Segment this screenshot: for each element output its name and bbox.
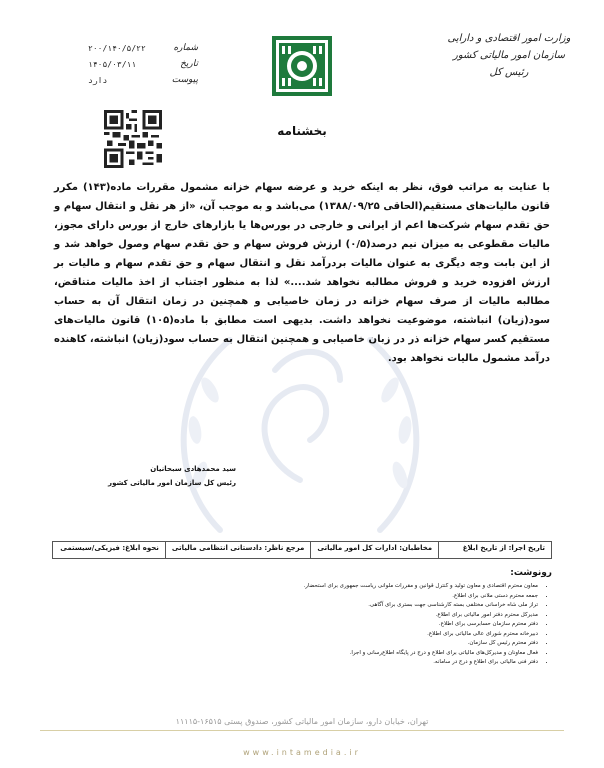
head-title-line: رئیس کل [489,67,529,78]
attachment-row [88,72,198,88]
signer-name: سید محمدهادی سبحانیان [150,465,236,473]
cc-list [60,582,552,668]
cc-item: • مدیرکل محترم دفتر امور مالیاتی برای اطلاع. [60,611,538,621]
cc-item: • دبیرخانه محترم شورای عالی مالیاتی برای اطلاع. [60,630,538,640]
qr-code-icon [104,110,162,168]
attachment-value: دارد [88,75,108,85]
organization-line: سازمان امور مالیاتی کشور [453,50,565,61]
letter-meta [88,40,198,88]
attachment-label: پیوست [171,75,198,85]
tax-organization-logo [270,30,334,102]
footer-divider [40,730,564,731]
circular-body: با عنایت به مراتب فوق، نظر به اینکه خرید و عرضه سهام خزانه مشمول مقررات ماده(۱۴۳) مکرر قانون مالیات‌های مستقیم(الحاقی ۱۳۸۸/۰۹/۲۵) می‌باشد و به موجب آن، «از هر نقل و انتقال سهام و حق تقدم سهام شرکت‌ها اعم از ایرانی و خارجی در بورس‌ها یا بازارهای خارج از بورس دارای مجوز، مالیات مقطوعی به میزان نیم درصد(۰/۵) ارزش فروش سهام و حق تقدم سهام وصول خواهد شد و از این بابت وجه دیگری به عنوان مالیات بردرآمد نقل و انتقال سهام و حق تقدم سهام و مالیات بر ارزش افزوده خرید و فروش مطالبه نخواهد شد....» لذا به منظور اجتناب از اخذ مالیات متناقض، مطالبه مالیات از صرف سهام خزانه در زمان خاصیابی و همچنین در زمان انتقال آن به حساب سود(زیان) انباشته، موضوعیت نخواهد داشت. بدیهی است مطابق با ماده(۱۰۵) قانون مالیات‌های مستقیم کسر سهام خزانه ذر در زبان خاصیابی و همچنین انتقال به حساب سود(زیان) انباشته، کاهنده درآمد مشمول مالیات نخواهد بود. [54,182,550,364]
notify-method-cell: نحوه ابلاغ: فیزیکی/سیستمی [60,544,159,552]
footer-website: www.intamedia.ir [243,748,361,757]
execution-info-table [52,541,552,559]
cc-title: رونوشت: [510,568,552,578]
effective-date-cell: تاریخ اجرا: از تاریخ ابلاغ [438,542,551,558]
cc-item: • معاون محترم اقتصادی و معاون تولید و کنترل قوانین و مقررات ملوانی ریاست جمهوری برای استحضار. [60,582,538,592]
cc-item: • جمعه محترم دستی ملانی برای اطلاع. [60,592,538,602]
cc-item: • فعال معاونان و مدیرکل‌های مالیاتی برای اطلاع و درج در پایگاه اطلاع‌رسانی و اجرا. [60,649,538,659]
cc-item: • دفتر محترم سازمان حسابرسی برای اطلاع. [60,620,538,630]
cc-item: • دفتر فنی مالیاتی برای اطلاع و درج در سامانه. [60,658,538,668]
reference-cell: مرجع ناظر: دادستانی انتظامی مالیاتی [165,542,310,558]
date-value: ۱۴۰۵/۰۳/۱۱ [88,59,137,69]
audience-cell: مخاطبان: ادارات کل امور مالیاتی [310,542,438,558]
circular-title: بخشنامه [277,124,327,138]
carbon-copy-section [60,568,552,668]
date-label: تاریخ [180,59,198,69]
number-value: ۲۰۰/۱۴۰/۵/۲۲ [88,43,146,53]
cc-item: • تراز ملی شاه خراسانی مختلفی بسته کارشناسی جهت بستری برای آگاهی. [60,601,538,611]
signature-block [96,462,236,490]
ministry-line: وزارت امور اقتصادی و دارایی [447,33,571,44]
number-label: شماره [173,43,198,53]
date-row [88,56,198,72]
ministry-header [444,30,574,81]
footer-address: تهران، خیابان دارو، سازمان امور مالیاتی کشور، صندوق پستی ۱۶۵۱۵-۱۱۱۱۵ [175,717,429,726]
cc-item: • دفتر محترم رئیس کل سازمان. [60,639,538,649]
signer-role: رئیس کل سازمان امور مالیاتی کشور [108,479,236,487]
number-row [88,40,198,56]
